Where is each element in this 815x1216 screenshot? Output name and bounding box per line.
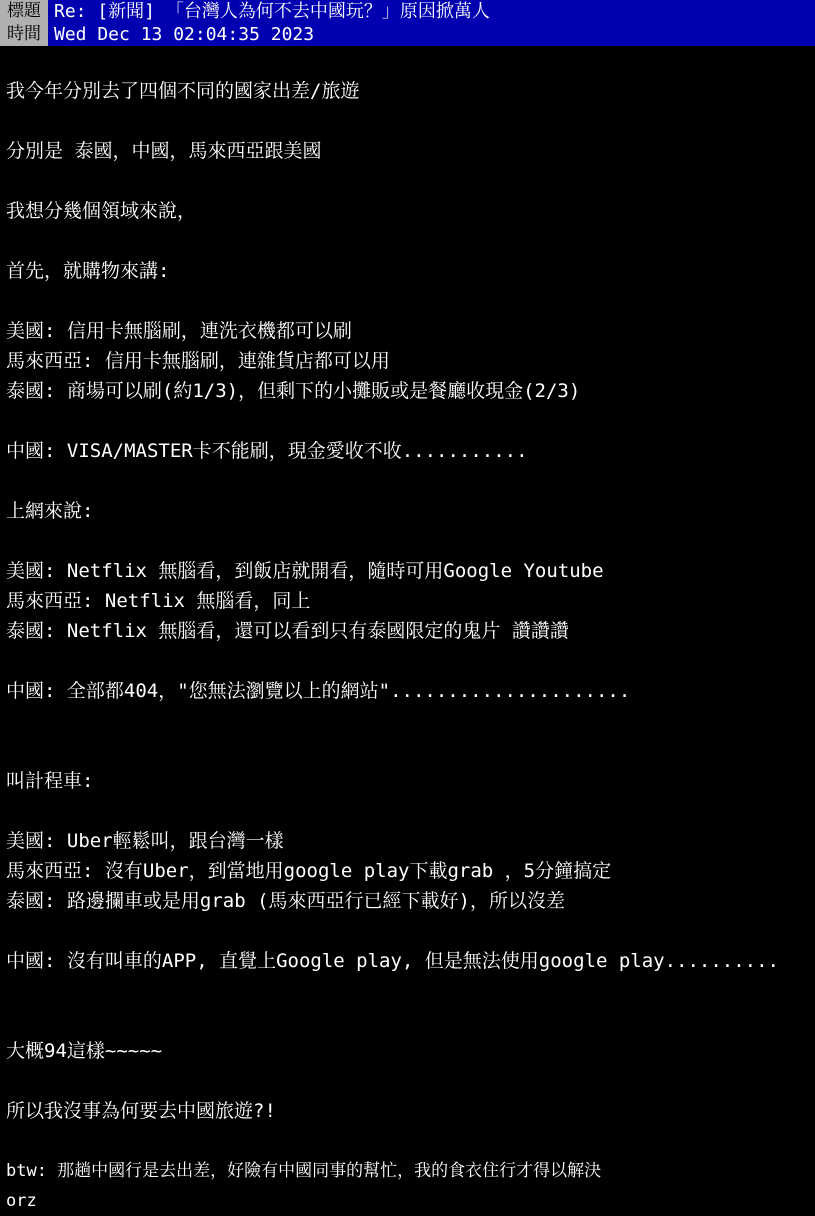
body-line-blank — [0, 166, 815, 196]
body-line-blank — [0, 796, 815, 826]
body-line-blank — [0, 526, 815, 556]
post-header — [0, 0, 815, 46]
body-line-blank — [0, 706, 815, 736]
post-body — [0, 46, 815, 1216]
body-line-blank — [0, 1006, 815, 1036]
body-line-blank — [0, 736, 815, 766]
body-line: 美國: Netflix 無腦看，到飯店就開看，隨時可用Google Youtube — [6, 560, 604, 582]
body-line: 大概94這樣~~~~~ — [6, 1040, 163, 1062]
body-line: 首先，就購物來講: — [6, 260, 170, 282]
post-timestamp: Wed Dec 13 02:04:35 2023 — [54, 24, 315, 45]
body-line: 我想分幾個領域來說， — [6, 200, 197, 222]
body-line-blank — [0, 1126, 815, 1156]
header-label-time: 時間 — [0, 23, 48, 46]
body-line: 所以我沒事為何要去中國旅遊?! — [6, 1100, 276, 1122]
body-line: 我今年分別去了四個不同的國家出差/旅遊 — [6, 80, 360, 102]
body-line-blank — [0, 976, 815, 1006]
header-label-title: 標題 — [0, 0, 48, 23]
body-line-blank — [0, 466, 815, 496]
body-line: 美國: 信用卡無腦刷，連洗衣機都可以刷 — [6, 320, 352, 342]
body-line: 上網來說: — [6, 500, 94, 522]
body-line: 中國: VISA/MASTER卡不能刷，現金愛收不收........... — [6, 440, 528, 462]
body-line: 叫計程車: — [6, 770, 94, 792]
body-line-blank — [0, 106, 815, 136]
header-row-title — [0, 0, 815, 23]
body-line: 中國: 全部都404，"您無法瀏覽以上的網站"..................... — [6, 680, 631, 702]
post-title: Re: [新聞] 「台灣人為何不去中國玩？」原因掀萬人 — [54, 1, 490, 22]
body-line: 馬來西亞: 信用卡無腦刷，連雜貨店都可以用 — [6, 350, 390, 372]
body-line-blank — [0, 646, 815, 676]
body-line: 泰國: 商場可以刷(約1/3)，但剩下的小攤販或是餐廳收現金(2/3) — [6, 380, 581, 402]
body-line-blank — [0, 226, 815, 256]
body-line: 美國: Uber輕鬆叫，跟台灣一樣 — [6, 830, 284, 852]
body-line-blank — [0, 1066, 815, 1096]
body-line: orz — [6, 1191, 37, 1211]
body-line-blank — [0, 406, 815, 436]
header-row-time — [0, 23, 815, 46]
body-line: 馬來西亞: 沒有Uber，到當地用google play下載grab ，5分鐘搞定 — [6, 860, 612, 882]
body-line-blank — [0, 46, 815, 76]
body-line: btw: 那趟中國行是去出差，好險有中國同事的幫忙，我的食衣住行才得以解決 — [6, 1161, 602, 1181]
body-line: 中國: 沒有叫車的APP, 直覺上Google play, 但是無法使用google play.......... — [6, 950, 779, 972]
body-line: 泰國: Netflix 無腦看，還可以看到只有泰國限定的鬼片 讚讚讚 — [6, 620, 569, 642]
body-line-blank — [0, 916, 815, 946]
body-line: 分別是 泰國，中國，馬來西亞跟美國 — [6, 140, 322, 162]
body-line: 馬來西亞: Netflix 無腦看，同上 — [6, 590, 311, 612]
body-line: 泰國: 路邊攔車或是用grab (馬來西亞行已經下載好)，所以沒差 — [6, 890, 565, 912]
body-line-blank — [0, 286, 815, 316]
